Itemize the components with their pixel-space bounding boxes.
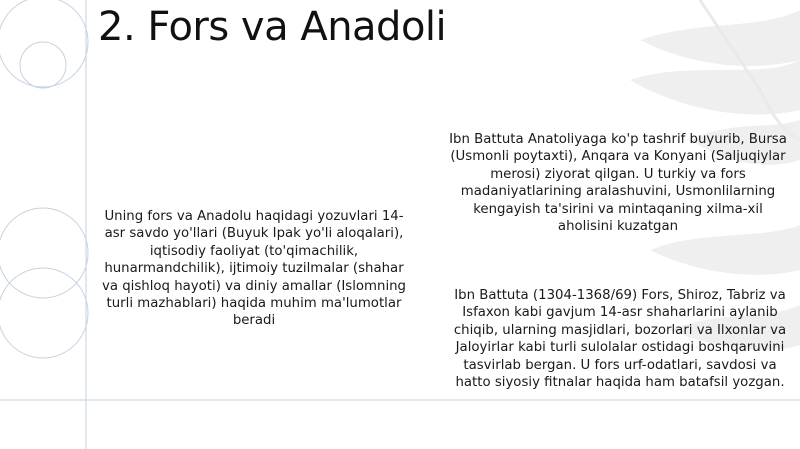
circle-ornament-small-top: [20, 42, 66, 88]
circle-ornament-bottom: [0, 268, 88, 358]
circle-ornament-large-top: [0, 0, 88, 87]
slide-title: 2. Fors va Anadoli: [98, 4, 447, 50]
circle-ornament-middle: [0, 208, 88, 298]
right-top-text-block: Ibn Battuta Anatoliyaga ko'p tashrif buyurib, Bursa (Usmonli poytaxti), Anqara va Konyani (Saljuqiylar merosi) ziyorat qilgan. U turkiy va fors madaniyatlarining aralashuvini, Usmonlilarning kengayish ta'sirini va mintaqaning xilma-xil aholisini kuzatgan: [449, 132, 787, 235]
right-bottom-text-block: Ibn Battuta (1304-1368/69) Fors, Shiroz, Tabriz va Isfaxon kabi gavjum 14-asr shaharlarini aylanib chiqib, ularning masjidlari, bozorlari va Ilxonlar va Jaloyirlar kabi turli sulolalar ostidagi boshqaruvini tasvirlab bergan. U fors urf-odatlari, savdosi va hatto siyosiy fitnalar haqida ham batafsil yozgan.: [453, 288, 787, 391]
left-text-block: Uning fors va Anadolu haqidagi yozuvlari 14-asr savdo yo'llari (Buyuk Ipak yo'li aloqalari), iqtisodiy faoliyat (to'qimachilik, hunarmandchilik), ijtimoiy tuzilmalar (shahar va qishloq hayoti) va diniy amallar (Islomning turli mazhablari) haqida muhim ma'lumotlar beradi: [101, 209, 407, 329]
